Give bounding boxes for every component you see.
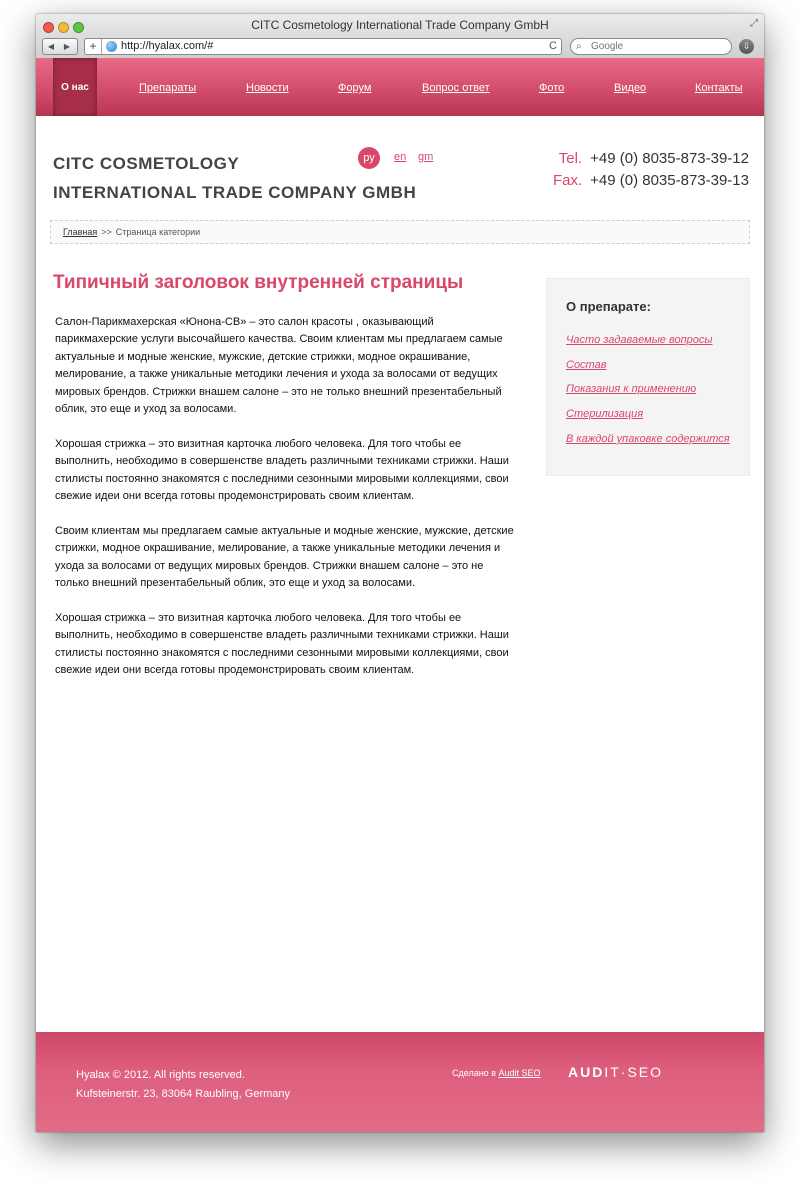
product-sidebar bbox=[546, 278, 750, 476]
breadcrumb-current: Страница категории bbox=[115, 227, 201, 237]
lang-en[interactable]: en bbox=[394, 151, 407, 163]
search-icon: ⌕ bbox=[576, 41, 582, 52]
forward-button[interactable]: ▶ bbox=[63, 42, 71, 51]
window-title: CITC Cosmetology International Trade Company GmbH bbox=[251, 18, 549, 32]
footer-copyright: Hyalax © 2012. All rights reserved. bbox=[76, 1069, 245, 1081]
sidebar-link-sterilization[interactable]: Стерилизация bbox=[566, 408, 644, 421]
downloads-icon[interactable]: ⇩ bbox=[739, 39, 754, 54]
page-title: Типичный заголовок внутренней страницы bbox=[53, 272, 464, 293]
audit-seo-logo[interactable]: AUDIT·SEO bbox=[568, 1064, 664, 1080]
site-footer bbox=[36, 1032, 764, 1132]
nav-item-news[interactable]: Новости bbox=[246, 82, 289, 94]
footer-address: Kufsteinerstr. 23, 83064 Raubling, Germany bbox=[76, 1088, 291, 1100]
contact-info bbox=[553, 148, 749, 192]
fullscreen-icon[interactable]: ⤢ bbox=[750, 18, 758, 29]
made-by-link[interactable]: Audit SEO bbox=[498, 1068, 541, 1078]
tel-row bbox=[553, 148, 749, 170]
breadcrumb-separator: >> bbox=[101, 227, 112, 237]
sidebar-link-composition[interactable]: Состав bbox=[566, 358, 607, 371]
nav-item-contacts[interactable]: Контакты bbox=[695, 82, 743, 94]
made-by-label: Сделано в bbox=[452, 1068, 496, 1078]
history-buttons bbox=[42, 38, 78, 55]
add-bookmark-button[interactable]: + bbox=[85, 39, 102, 54]
browser-chrome bbox=[36, 14, 764, 59]
nav-item-faq[interactable]: Вопрос ответ bbox=[422, 82, 490, 94]
article-paragraph: Своим клиентам мы предлагаем самые актуальные и модные женские, мужские, детские стрижки, модное окрашивание, мелирование, а также уникальные методики лечения и ухода за волосами от ведущих мировых брендов. Стрижки внашем салоне – это не только внешний презентабельный облик, это еще и уход за волосами. bbox=[55, 524, 514, 590]
brand-line-1: CITC COSMETOLOGY bbox=[53, 154, 240, 173]
lang-gm[interactable]: gm bbox=[418, 151, 434, 163]
fax-label: Fax. bbox=[552, 172, 583, 189]
nav-item-products[interactable]: Препараты bbox=[139, 82, 197, 94]
nav-item-photo[interactable]: Фото bbox=[539, 82, 565, 94]
search-field[interactable] bbox=[570, 38, 732, 55]
search-input[interactable] bbox=[591, 40, 725, 52]
nav-item-about[interactable]: О нас bbox=[53, 58, 97, 116]
article-paragraph: Хорошая стрижка – это визитная карточка любого человека. Для того чтобы ее выполнить, необходимо в совершенстве владеть различными техниками стрижки. Наши стилисты постоянно знакомятся с последними сезонными мировыми коллекциями, свои свежие идеи они всегда готовы продемонстрировать своим клиентам. bbox=[55, 611, 509, 677]
brand-line-2: INTERNATIONAL TRADE COMPANY GMBH bbox=[53, 183, 417, 202]
back-button[interactable]: ◀ bbox=[47, 42, 55, 51]
browser-window bbox=[36, 14, 764, 1132]
breadcrumb bbox=[50, 220, 750, 244]
nav-item-video[interactable]: Видео bbox=[614, 82, 647, 94]
article-paragraph: Салон-Парикмахерская «Юнона-СВ» – это салон красоты , оказывающий парикмахерские услуги высочайшего качества. Своим клиентам мы предлагаем самые актуальные и модные женские, мужские, детские стрижки, модное окрашивание, мелирование, а также уникальные методики лечения и ухода за волосами от ведущих мировых брендов. Стрижки внашем салоне – это не только внешний презентабельный облик, это еще и уход за волосами. bbox=[55, 316, 503, 416]
lang-ru[interactable]: ру bbox=[358, 147, 380, 169]
sidebar-link-indications[interactable]: Показания к применению bbox=[566, 383, 697, 396]
sidebar-links bbox=[566, 334, 730, 457]
address-bar[interactable] bbox=[84, 38, 562, 55]
footer-info bbox=[76, 1066, 290, 1104]
reload-button[interactable]: C bbox=[549, 40, 557, 52]
footer-made-by bbox=[452, 1068, 541, 1078]
nav-item-forum[interactable]: Форум bbox=[338, 82, 372, 94]
url-text[interactable]: http://hyalax.com/# bbox=[121, 40, 214, 52]
sidebar-link-package-contents[interactable]: В каждой упаковке содержится bbox=[566, 432, 730, 445]
breadcrumb-home-link[interactable]: Главная bbox=[63, 227, 98, 237]
article-body bbox=[55, 314, 515, 697]
article-paragraph: Хорошая стрижка – это визитная карточка любого человека. Для того чтобы ее выполнить, необходимо в совершенстве владеть различными техниками стрижки. Наши стилисты постоянно знакомятся с последними сезонными мировыми коллекциями, свои свежие идеи они всегда готовы продемонстрировать своим клиентам. bbox=[55, 437, 509, 503]
sidebar-link-faq[interactable]: Часто задаваемые вопросы bbox=[566, 334, 713, 346]
tel-label: Tel. bbox=[558, 150, 583, 167]
sidebar-title: О препарате: bbox=[566, 299, 651, 314]
globe-icon bbox=[106, 41, 117, 52]
fax-row bbox=[553, 170, 749, 192]
tel-number: +49 (0) 8035-873-39-12 bbox=[590, 150, 749, 167]
main-nav bbox=[36, 58, 764, 116]
fax-number: +49 (0) 8035-873-39-13 bbox=[590, 172, 749, 189]
